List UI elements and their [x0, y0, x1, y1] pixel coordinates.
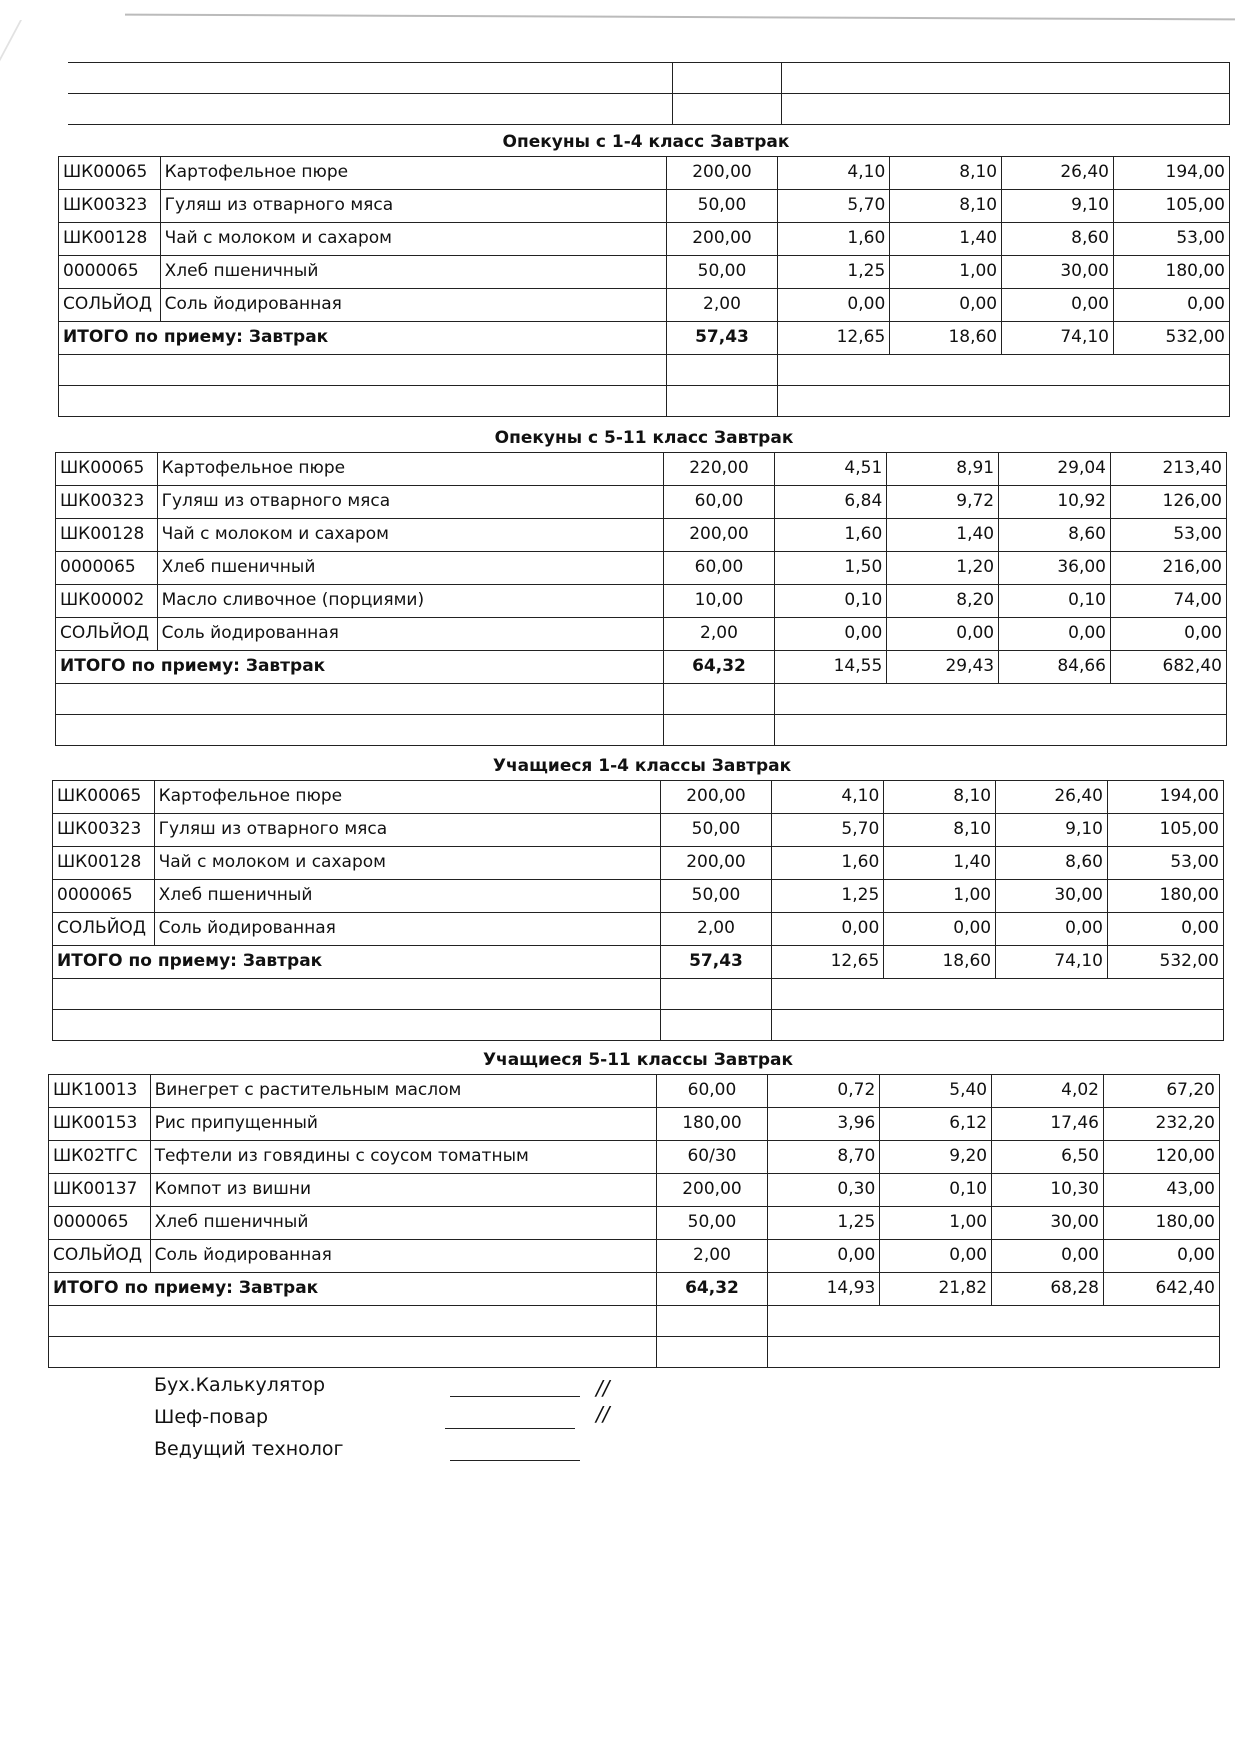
- item-protein: 1,60: [778, 223, 890, 256]
- blank-row: [68, 63, 1230, 94]
- item-carbs: 6,50: [992, 1141, 1104, 1174]
- item-qty: 50,00: [656, 1207, 768, 1240]
- blank-row: [59, 386, 1230, 417]
- item-qty: 2,00: [663, 618, 775, 651]
- item-carbs: 0,00: [999, 618, 1111, 651]
- item-fat: 0,00: [884, 913, 996, 946]
- item-code: СОЛЬЙОД: [56, 618, 158, 651]
- item-carbs: 9,10: [996, 814, 1108, 847]
- table-row: [49, 1240, 1220, 1273]
- total-protein: 12,65: [778, 322, 890, 355]
- item-code: ШК00128: [56, 519, 158, 552]
- item-carbs: 30,00: [996, 880, 1108, 913]
- item-code: ШК00065: [59, 157, 161, 190]
- item-qty: 200,00: [660, 781, 772, 814]
- item-protein: 0,00: [778, 289, 890, 322]
- item-code: ШК00323: [53, 814, 155, 847]
- total-row: [59, 322, 1230, 355]
- item-fat: 5,40: [880, 1075, 992, 1108]
- signature-role-chef: Шеф-повар: [154, 1406, 269, 1428]
- item-code: ШК00128: [59, 223, 161, 256]
- table-row: [53, 814, 1224, 847]
- total-kcal: 642,40: [1103, 1273, 1219, 1306]
- total-fat: 18,60: [884, 946, 996, 979]
- item-protein: 1,25: [772, 880, 884, 913]
- item-name: Тефтели из говядины с соусом томатным: [150, 1141, 656, 1174]
- table-row: [56, 486, 1227, 519]
- blank-cell: [673, 94, 782, 125]
- item-fat: 0,00: [887, 618, 999, 651]
- item-protein: 1,50: [775, 552, 887, 585]
- section-title: Учащиеся 1-4 классы Завтрак: [492, 756, 792, 776]
- item-kcal: 180,00: [1107, 880, 1223, 913]
- item-fat: 1,40: [884, 847, 996, 880]
- blank-cell: [68, 94, 673, 125]
- item-qty: 60,00: [656, 1075, 768, 1108]
- item-kcal: 105,00: [1113, 190, 1229, 223]
- table-row: [56, 585, 1227, 618]
- item-kcal: 194,00: [1107, 781, 1223, 814]
- item-qty: 200,00: [666, 223, 778, 256]
- signature-line: [450, 1460, 580, 1461]
- item-carbs: 0,10: [999, 585, 1111, 618]
- item-carbs: 10,30: [992, 1174, 1104, 1207]
- item-kcal: 194,00: [1113, 157, 1229, 190]
- item-fat: 1,00: [884, 880, 996, 913]
- item-name: Гуляш из отварного мяса: [157, 486, 663, 519]
- blank-cell: [768, 1306, 1220, 1337]
- blank-cell: [778, 386, 1230, 417]
- table-row: [49, 1174, 1220, 1207]
- total-carbs: 68,28: [992, 1273, 1104, 1306]
- item-code: ШК00128: [53, 847, 155, 880]
- item-qty: 200,00: [656, 1174, 768, 1207]
- table-row: [53, 847, 1224, 880]
- item-name: Чай с молоком и сахаром: [154, 847, 660, 880]
- item-carbs: 8,60: [1002, 223, 1114, 256]
- item-kcal: 67,20: [1103, 1075, 1219, 1108]
- blank-row: [53, 1010, 1224, 1041]
- table-row: [56, 552, 1227, 585]
- item-carbs: 30,00: [1002, 256, 1114, 289]
- total-price: 64,32: [663, 651, 775, 684]
- item-protein: 0,10: [775, 585, 887, 618]
- item-name: Картофельное пюре: [160, 157, 666, 190]
- section-title: Опекуны с 1-4 класс Завтрак: [502, 132, 790, 152]
- item-name: Хлеб пшеничный: [154, 880, 660, 913]
- blank-cell: [663, 715, 775, 746]
- blank-cell: [656, 1337, 768, 1368]
- blank-cell: [775, 684, 1227, 715]
- total-label: ИТОГО по приему: Завтрак: [56, 651, 664, 684]
- item-carbs: 26,40: [996, 781, 1108, 814]
- item-name: Чай с молоком и сахаром: [157, 519, 663, 552]
- blank-cell: [53, 979, 661, 1010]
- table-row: [49, 1141, 1220, 1174]
- blank-row: [53, 979, 1224, 1010]
- menu-table: [48, 1074, 1220, 1368]
- total-kcal: 532,00: [1113, 322, 1229, 355]
- table-row: [49, 1108, 1220, 1141]
- item-fat: 8,10: [884, 814, 996, 847]
- item-carbs: 36,00: [999, 552, 1111, 585]
- blank-cell: [666, 386, 778, 417]
- total-carbs: 74,10: [1002, 322, 1114, 355]
- blank-cell: [768, 1337, 1220, 1368]
- blank-cell: [49, 1306, 657, 1337]
- item-carbs: 8,60: [996, 847, 1108, 880]
- blank-cell: [775, 715, 1227, 746]
- blank-cell: [782, 63, 1230, 94]
- total-kcal: 532,00: [1107, 946, 1223, 979]
- item-fat: 8,10: [884, 781, 996, 814]
- item-kcal: 180,00: [1113, 256, 1229, 289]
- item-protein: 0,30: [768, 1174, 880, 1207]
- item-qty: 2,00: [656, 1240, 768, 1273]
- blank-cell: [778, 355, 1230, 386]
- item-name: Картофельное пюре: [154, 781, 660, 814]
- item-protein: 0,00: [772, 913, 884, 946]
- item-qty: 220,00: [663, 453, 775, 486]
- item-name: Картофельное пюре: [157, 453, 663, 486]
- item-code: ШК10013: [49, 1075, 151, 1108]
- item-code: ШК02ТГС: [49, 1141, 151, 1174]
- table-row: [49, 1075, 1220, 1108]
- item-protein: 0,00: [775, 618, 887, 651]
- item-kcal: 43,00: [1103, 1174, 1219, 1207]
- blank-cell: [666, 355, 778, 386]
- total-protein: 14,55: [775, 651, 887, 684]
- item-code: 0000065: [53, 880, 155, 913]
- blank-cell: [656, 1306, 768, 1337]
- item-fat: 0,10: [880, 1174, 992, 1207]
- table-row: [53, 913, 1224, 946]
- item-qty: 180,00: [656, 1108, 768, 1141]
- item-protein: 4,10: [778, 157, 890, 190]
- item-qty: 50,00: [666, 256, 778, 289]
- item-carbs: 17,46: [992, 1108, 1104, 1141]
- total-fat: 29,43: [887, 651, 999, 684]
- item-carbs: 0,00: [1002, 289, 1114, 322]
- item-qty: 2,00: [660, 913, 772, 946]
- item-protein: 1,60: [772, 847, 884, 880]
- header-table: [68, 62, 1230, 125]
- item-fat: 0,00: [890, 289, 1002, 322]
- item-name: Рис припущенный: [150, 1108, 656, 1141]
- blank-cell: [660, 979, 772, 1010]
- blank-cell: [660, 1010, 772, 1041]
- section-title: Учащиеся 5-11 классы Завтрак: [482, 1050, 794, 1070]
- item-qty: 60/30: [656, 1141, 768, 1174]
- item-protein: 4,10: [772, 781, 884, 814]
- menu-table: [58, 156, 1230, 417]
- item-name: Компот из вишни: [150, 1174, 656, 1207]
- item-fat: 9,20: [880, 1141, 992, 1174]
- item-name: Масло сливочное (порциями): [157, 585, 663, 618]
- item-code: ШК00153: [49, 1108, 151, 1141]
- blank-cell: [59, 386, 667, 417]
- item-carbs: 0,00: [992, 1240, 1104, 1273]
- item-name: Соль йодированная: [154, 913, 660, 946]
- item-protein: 0,72: [768, 1075, 880, 1108]
- item-name: Чай с молоком и сахаром: [160, 223, 666, 256]
- item-carbs: 9,10: [1002, 190, 1114, 223]
- blank-cell: [49, 1337, 657, 1368]
- item-code: СОЛЬЙОД: [59, 289, 161, 322]
- item-kcal: 180,00: [1103, 1207, 1219, 1240]
- item-kcal: 53,00: [1110, 519, 1226, 552]
- table-row: [53, 880, 1224, 913]
- item-qty: 60,00: [663, 486, 775, 519]
- item-protein: 1,25: [778, 256, 890, 289]
- blank-cell: [68, 63, 673, 94]
- blank-row: [56, 684, 1227, 715]
- item-carbs: 0,00: [996, 913, 1108, 946]
- blank-cell: [673, 63, 782, 94]
- total-kcal: 682,40: [1110, 651, 1226, 684]
- item-fat: 8,10: [890, 157, 1002, 190]
- item-kcal: 74,00: [1110, 585, 1226, 618]
- item-fat: 8,10: [890, 190, 1002, 223]
- total-price: 57,43: [660, 946, 772, 979]
- table-row: [56, 618, 1227, 651]
- item-qty: 200,00: [666, 157, 778, 190]
- item-code: ШК00002: [56, 585, 158, 618]
- item-code: ШК00065: [56, 453, 158, 486]
- item-fat: 1,20: [887, 552, 999, 585]
- item-code: СОЛЬЙОД: [53, 913, 155, 946]
- item-qty: 10,00: [663, 585, 775, 618]
- item-fat: 9,72: [887, 486, 999, 519]
- item-qty: 200,00: [663, 519, 775, 552]
- blank-row: [49, 1337, 1220, 1368]
- item-kcal: 0,00: [1113, 289, 1229, 322]
- item-name: Винегрет с растительным маслом: [150, 1075, 656, 1108]
- table-row: [59, 190, 1230, 223]
- blank-cell: [782, 94, 1230, 125]
- item-name: Соль йодированная: [150, 1240, 656, 1273]
- item-qty: 200,00: [660, 847, 772, 880]
- item-name: Хлеб пшеничный: [150, 1207, 656, 1240]
- blank-row: [56, 715, 1227, 746]
- item-qty: 2,00: [666, 289, 778, 322]
- signature-line: [445, 1428, 575, 1429]
- blank-row: [68, 94, 1230, 125]
- table-row: [56, 519, 1227, 552]
- item-code: ШК00323: [59, 190, 161, 223]
- blank-cell: [772, 979, 1224, 1010]
- item-code: 0000065: [56, 552, 158, 585]
- item-code: СОЛЬЙОД: [49, 1240, 151, 1273]
- item-fat: 8,20: [887, 585, 999, 618]
- menu-table: [52, 780, 1224, 1041]
- item-fat: 1,00: [890, 256, 1002, 289]
- page-top-edge: [125, 14, 1235, 21]
- total-price: 64,32: [656, 1273, 768, 1306]
- item-protein: 8,70: [768, 1141, 880, 1174]
- item-kcal: 53,00: [1107, 847, 1223, 880]
- item-kcal: 126,00: [1110, 486, 1226, 519]
- signature-role-technologist: Ведущий технолог: [154, 1438, 344, 1460]
- item-qty: 50,00: [660, 814, 772, 847]
- item-name: Гуляш из отварного мяса: [154, 814, 660, 847]
- blank-row: [49, 1306, 1220, 1337]
- item-kcal: 53,00: [1113, 223, 1229, 256]
- item-fat: 1,40: [887, 519, 999, 552]
- item-code: ШК00323: [56, 486, 158, 519]
- item-kcal: 120,00: [1103, 1141, 1219, 1174]
- signature-line: [450, 1396, 580, 1397]
- item-protein: 1,60: [775, 519, 887, 552]
- item-carbs: 8,60: [999, 519, 1111, 552]
- section-title: Опекуны с 5-11 класс Завтрак: [494, 428, 794, 448]
- item-name: Соль йодированная: [157, 618, 663, 651]
- item-qty: 60,00: [663, 552, 775, 585]
- item-qty: 50,00: [660, 880, 772, 913]
- item-kcal: 232,20: [1103, 1108, 1219, 1141]
- table-row: [49, 1207, 1220, 1240]
- item-carbs: 29,04: [999, 453, 1111, 486]
- item-code: 0000065: [59, 256, 161, 289]
- table-row: [59, 289, 1230, 322]
- item-qty: 50,00: [666, 190, 778, 223]
- item-carbs: 26,40: [1002, 157, 1114, 190]
- item-carbs: 30,00: [992, 1207, 1104, 1240]
- blank-cell: [56, 684, 664, 715]
- item-protein: 4,51: [775, 453, 887, 486]
- blank-cell: [53, 1010, 661, 1041]
- total-row: [49, 1273, 1220, 1306]
- blank-cell: [56, 715, 664, 746]
- table-row: [59, 157, 1230, 190]
- total-fat: 18,60: [890, 322, 1002, 355]
- item-protein: 1,25: [768, 1207, 880, 1240]
- item-fat: 8,91: [887, 453, 999, 486]
- total-label: ИТОГО по приему: Завтрак: [59, 322, 667, 355]
- total-label: ИТОГО по приему: Завтрак: [53, 946, 661, 979]
- item-code: ШК00137: [49, 1174, 151, 1207]
- item-name: Соль йодированная: [160, 289, 666, 322]
- item-name: Гуляш из отварного мяса: [160, 190, 666, 223]
- signature-mark: //: [596, 1402, 610, 1426]
- item-fat: 1,40: [890, 223, 1002, 256]
- total-fat: 21,82: [880, 1273, 992, 1306]
- blank-cell: [663, 684, 775, 715]
- table-row: [59, 223, 1230, 256]
- item-fat: 1,00: [880, 1207, 992, 1240]
- blank-cell: [59, 355, 667, 386]
- item-fat: 6,12: [880, 1108, 992, 1141]
- signature-mark: //: [596, 1376, 610, 1400]
- menu-table: [55, 452, 1227, 746]
- item-kcal: 0,00: [1110, 618, 1226, 651]
- total-carbs: 74,10: [996, 946, 1108, 979]
- item-code: ШК00065: [53, 781, 155, 814]
- item-kcal: 105,00: [1107, 814, 1223, 847]
- table-row: [56, 453, 1227, 486]
- table-row: [53, 781, 1224, 814]
- item-kcal: 213,40: [1110, 453, 1226, 486]
- total-row: [53, 946, 1224, 979]
- item-protein: 0,00: [768, 1240, 880, 1273]
- item-carbs: 4,02: [992, 1075, 1104, 1108]
- item-kcal: 0,00: [1107, 913, 1223, 946]
- item-protein: 5,70: [772, 814, 884, 847]
- item-name: Хлеб пшеничный: [160, 256, 666, 289]
- blank-row: [59, 355, 1230, 386]
- item-fat: 0,00: [880, 1240, 992, 1273]
- item-kcal: 0,00: [1103, 1240, 1219, 1273]
- item-name: Хлеб пшеничный: [157, 552, 663, 585]
- total-carbs: 84,66: [999, 651, 1111, 684]
- signature-role-accountant: Бух.Калькулятор: [154, 1374, 326, 1396]
- item-carbs: 10,92: [999, 486, 1111, 519]
- item-code: 0000065: [49, 1207, 151, 1240]
- item-protein: 6,84: [775, 486, 887, 519]
- total-label: ИТОГО по приему: Завтрак: [49, 1273, 657, 1306]
- total-protein: 12,65: [772, 946, 884, 979]
- blank-cell: [772, 1010, 1224, 1041]
- total-protein: 14,93: [768, 1273, 880, 1306]
- table-row: [59, 256, 1230, 289]
- total-row: [56, 651, 1227, 684]
- total-price: 57,43: [666, 322, 778, 355]
- item-kcal: 216,00: [1110, 552, 1226, 585]
- item-protein: 5,70: [778, 190, 890, 223]
- item-protein: 3,96: [768, 1108, 880, 1141]
